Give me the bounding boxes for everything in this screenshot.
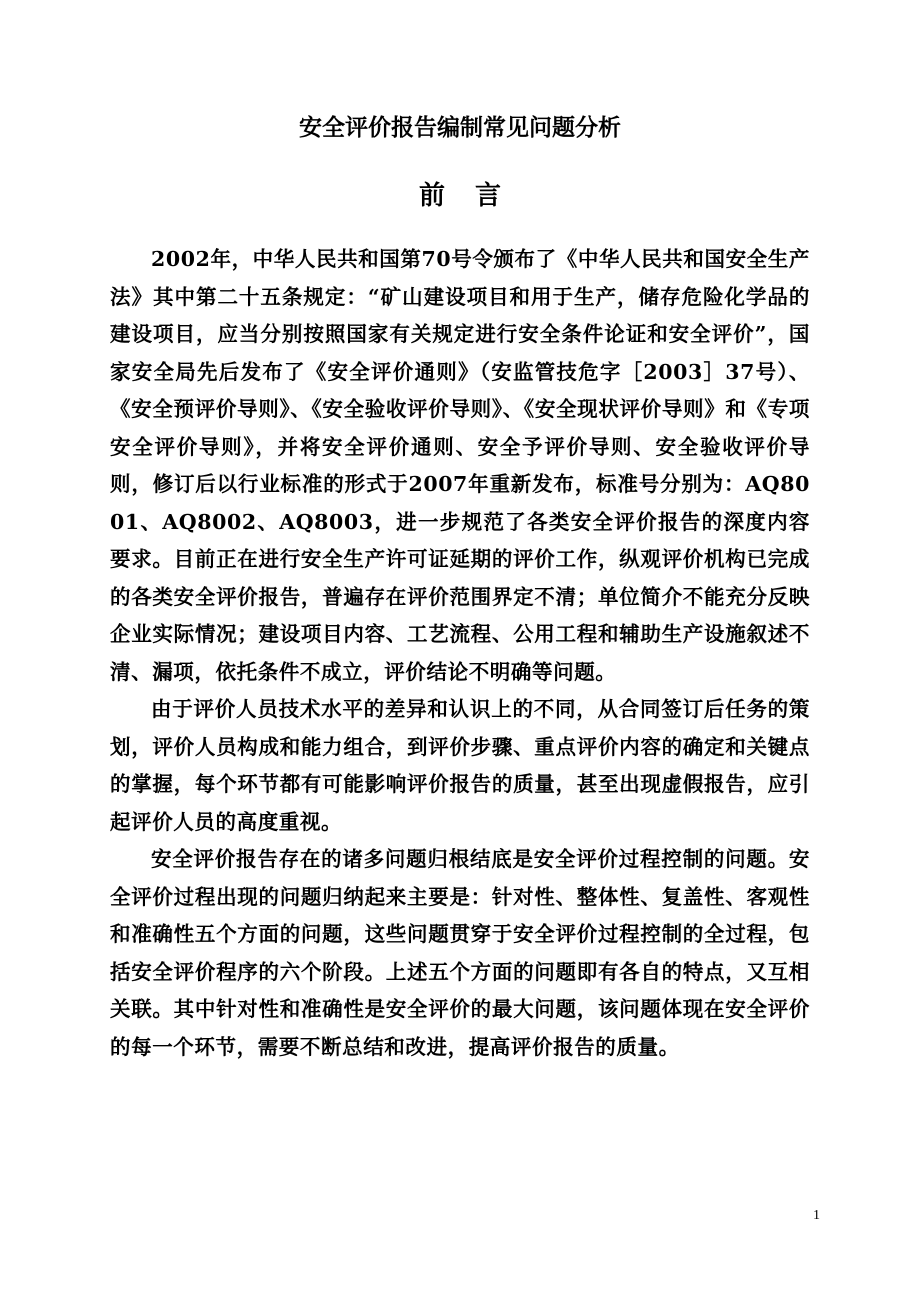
paragraph-1: 2002年，中华人民共和国第70号令颁布了《中华人民共和国安全生产法》其中第二十五条规定：“矿山建设项目和用于生产，储存危险化学品的建设项目，应当分别按照国家有关规定进行安全条件论证和安全评价”，国家安全局先后发布了《安全评价通则》（安监管技危字［2003］37号）、《安全预评价导则》、《安全验收评价导则》、《安全现状评价导则》和《专项安全评价导则》，并将安全评价通则、安全予评价导则、安全验收评价导则，修订后以行业标准的形式于2007年重新发布，标准号分别为：AQ8001、AQ8002、AQ8003，进一步规范了各类安全评价报告的深度内容要求。目前正在进行安全生产许可证延期的评价工作，纵观评价机构已完成的各类安全评价报告，普遍存在评价范围界定不清；单位简介不能充分反映企业实际情况；建设项目内容、工艺流程、公用工程和辅助生产设施叙述不清、漏项，依托条件不成立，评价结论不明确等问题。 bbox=[110, 247, 810, 684]
section-heading-preface: 前言 bbox=[418, 181, 531, 211]
body-text bbox=[110, 241, 810, 1066]
page-number: 1 bbox=[813, 1208, 820, 1223]
document-title: 安全评价报告编制常见问题分析 bbox=[299, 115, 621, 141]
paragraph-2: 由于评价人员技术水平的差异和认识上的不同，从合同签订后任务的策划，评价人员构成和能力组合，到评价步骤、重点评价内容的确定和关键点的掌握，每个环节都有可能影响评价报告的质量，甚至出现虚假报告，应引起评价人员的高度重视。 bbox=[110, 697, 810, 834]
paragraph-3: 安全评价报告存在的诸多问题归根结底是安全评价过程控制的问题。安全评价过程出现的问题归纳起来主要是：针对性、整体性、复盖性、客观性和准确性五个方面的问题，这些问题贯穿于安全评价过程控制的全过程，包括安全评价程序的六个阶段。上述五个方面的问题即有各自的特点，又互相关联。其中针对性和准确性是安全评价的最大问题，该问题体现在安全评价的每一个环节，需要不断总结和改进，提高评价报告的质量。 bbox=[110, 847, 810, 1059]
